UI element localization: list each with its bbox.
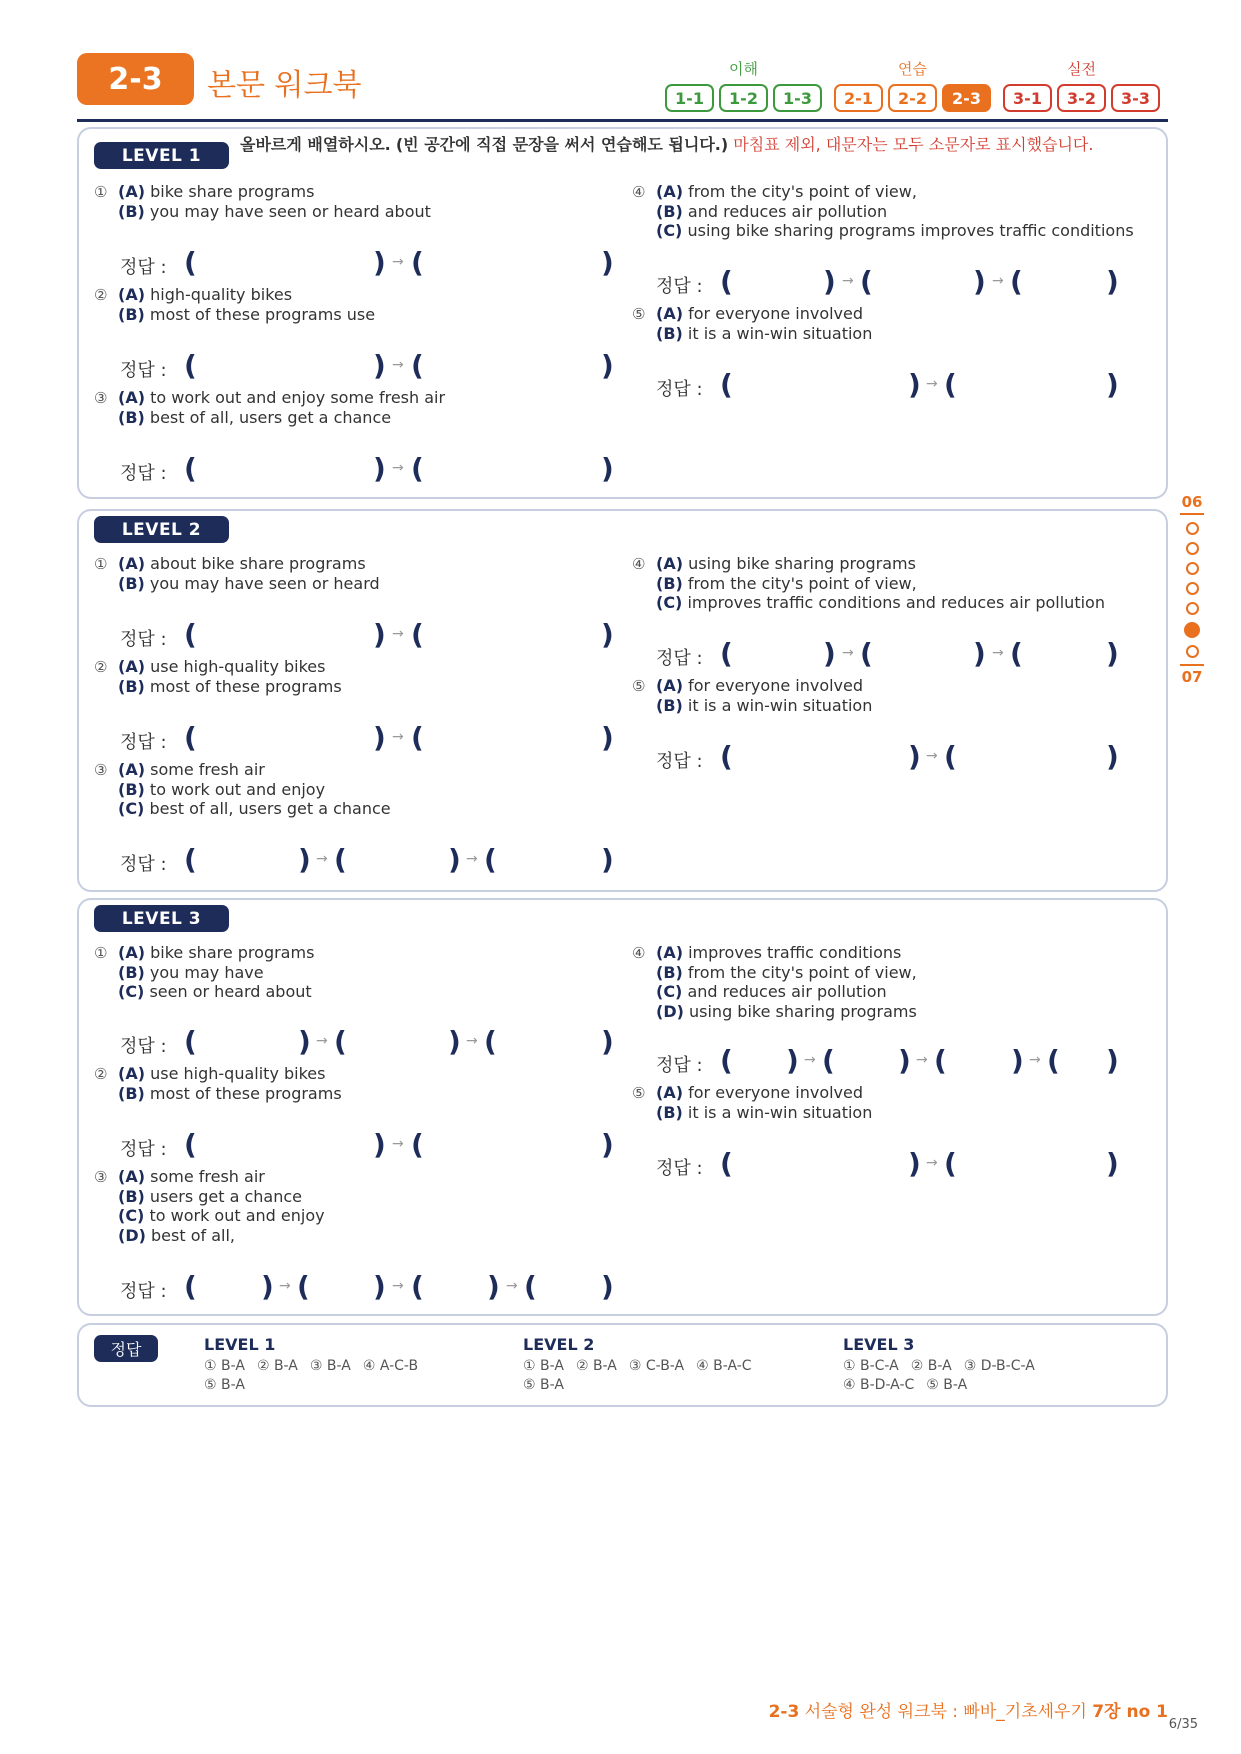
question-number: ①: [94, 944, 108, 962]
answer-key-level-1: LEVEL 1 ① B-A ② B-A ③ B-A ④ A-C-B ⑤ B-A: [204, 1335, 430, 1395]
answer-line[interactable]: 정답 : ( ) → ( ): [656, 368, 1119, 401]
option-a: (A) improves traffic conditions: [656, 943, 902, 962]
question-number: ④: [632, 944, 646, 962]
nav-group-label: 이해: [729, 60, 758, 78]
footer-code: 2-3: [768, 1702, 800, 1722]
option-b: (B) and reduces air pollution: [656, 201, 888, 221]
question-2: [94, 657, 342, 696]
footer-text: 서술형 완성 워크북 : 빠바_기초세우기: [804, 1702, 1087, 1722]
question-5: [632, 1083, 872, 1122]
answer-label: 정답 :: [120, 1281, 167, 1302]
question-number: ②: [94, 286, 108, 304]
instruction-main: 올바르게 배열하시오.: [240, 135, 391, 154]
answer-line[interactable]: 정답 : ( ) → ( ) → ( ): [656, 265, 1119, 298]
answer-label: 정답 :: [120, 1139, 167, 1160]
answer-label: 정답 :: [120, 463, 167, 484]
option-b: (B) you may have seen or heard about: [118, 201, 431, 221]
nav-chip-1-1[interactable]: 1-1: [665, 84, 714, 112]
option-d: (D) using bike sharing programs: [656, 1001, 917, 1021]
option-b: (B) it is a win-win situation: [656, 323, 873, 343]
question-number: ②: [94, 1065, 108, 1083]
question-number: ①: [94, 183, 108, 201]
answer-line[interactable]: 정답 : ( ) → ( ) → ( ): [120, 843, 614, 876]
question-2: [94, 1064, 342, 1103]
instruction: [240, 135, 1155, 155]
nav-chip-1-3[interactable]: 1-3: [773, 84, 822, 112]
level-3-panel: [77, 898, 1168, 1316]
question-4: [632, 554, 1105, 613]
option-a: (A) some fresh air: [118, 760, 265, 779]
question-2: [94, 285, 375, 324]
answer-line[interactable]: 정답 : ( ) → ( ): [120, 618, 614, 651]
answer-line[interactable]: 정답 : ( ) → ( ): [120, 452, 614, 485]
answer-label: 정답 :: [656, 751, 703, 772]
level-1-panel: [77, 127, 1168, 499]
level-badge: LEVEL 1: [94, 142, 229, 169]
instruction-note: (빈 공간에 직접 문장을 써서 연습해도 됩니다.): [395, 135, 729, 154]
question-number: ⑤: [632, 677, 646, 695]
answer-line[interactable]: 정답 : ( ) → ( ): [656, 1147, 1119, 1180]
nav-chip-2-2[interactable]: 2-2: [888, 84, 937, 112]
option-a: (A) bike share programs: [118, 943, 315, 962]
nav-chip-2-1[interactable]: 2-1: [834, 84, 883, 112]
answer-key-level-2: LEVEL 2 ① B-A ② B-A ③ C-B-A ④ B-A-C ⑤ B-A: [523, 1335, 764, 1395]
answer-key-badge: 정답: [94, 1335, 158, 1362]
option-c: (C) to work out and enjoy: [118, 1206, 325, 1225]
option-b: (B) from the city's point of view,: [656, 962, 917, 982]
question-4: [632, 182, 1134, 241]
answer-key-level-3: LEVEL 3 ① B-C-A ② B-A ③ D-B-C-A ④ B-D-A-C ⑤ B-A: [843, 1335, 1047, 1395]
option-b: (B) to work out and enjoy: [118, 779, 326, 799]
nav-group-real: [1003, 58, 1160, 112]
question-1: [94, 182, 431, 221]
option-a: (A) from the city's point of view,: [656, 182, 917, 201]
option-a: (A) about bike share programs: [118, 554, 366, 573]
chapter-dot[interactable]: [1186, 562, 1199, 575]
level-2-panel: [77, 509, 1168, 892]
question-5: [632, 304, 872, 343]
option-a: (A) high-quality bikes: [118, 285, 293, 304]
chapter-dot[interactable]: [1186, 645, 1199, 658]
nav-chip-2-3[interactable]: 2-3: [942, 84, 991, 112]
answer-label: 정답 :: [120, 732, 167, 753]
question-4: [632, 943, 917, 1021]
answer-label: 정답 :: [120, 1036, 167, 1057]
answer-label: 정답 :: [120, 629, 167, 650]
nav-chip-3-1[interactable]: 3-1: [1003, 84, 1052, 112]
option-c: (C) using bike sharing programs improves traffic conditions: [656, 221, 1134, 240]
answer-key-title: LEVEL 2: [523, 1335, 595, 1354]
page-number: 6/35: [1168, 1717, 1198, 1732]
side-nav-top-number: 06: [1181, 493, 1203, 511]
answer-label: 정답 :: [120, 257, 167, 278]
nav-chip-1-2[interactable]: 1-2: [719, 84, 768, 112]
nav-group-label: 실전: [1067, 60, 1096, 78]
level-badge: LEVEL 2: [94, 516, 229, 543]
section-badge: 2-3: [77, 53, 194, 105]
answer-line[interactable]: 정답 : ( ) → ( ) → ( ): [120, 1025, 614, 1058]
question-number: ③: [94, 1168, 108, 1186]
option-a: (A) for everyone involved: [656, 1083, 864, 1102]
question-number: ①: [94, 555, 108, 573]
option-c: (C) seen or heard about: [118, 982, 312, 1001]
answer-label: 정답 :: [120, 360, 167, 381]
footer-chapter: 7장 no 1: [1092, 1702, 1168, 1722]
option-b: (B) users get a chance: [118, 1186, 303, 1206]
question-number: ⑤: [632, 305, 646, 323]
option-a: (A) some fresh air: [118, 1167, 265, 1186]
header-divider: [77, 119, 1168, 122]
chapter-dot[interactable]: [1186, 542, 1199, 555]
nav-chip-3-2[interactable]: 3-2: [1057, 84, 1106, 112]
answer-key-panel: [77, 1323, 1168, 1407]
level-badge: LEVEL 3: [94, 905, 229, 932]
answer-label: 정답 :: [656, 1158, 703, 1179]
chapter-side-nav: [1175, 493, 1209, 686]
question-number: ④: [632, 555, 646, 573]
nav-group-label: 연습: [898, 60, 927, 78]
option-b: (B) most of these programs use: [118, 304, 376, 324]
question-number: ②: [94, 658, 108, 676]
option-a: (A) using bike sharing programs: [656, 554, 916, 573]
option-c: (C) and reduces air pollution: [656, 982, 887, 1001]
nav-group-understand: [665, 58, 822, 112]
question-5: [632, 676, 872, 715]
page-title: 본문 워크북: [207, 68, 362, 103]
option-b: (B) you may have seen or heard: [118, 573, 380, 593]
option-a: (A) to work out and enjoy some fresh air: [118, 388, 446, 407]
answer-label: 정답 :: [656, 379, 703, 400]
option-a: (A) for everyone involved: [656, 304, 864, 323]
answer-line[interactable]: 정답 : ( ) → ( ): [120, 246, 614, 279]
question-number: ③: [94, 761, 108, 779]
answer-label: 정답 :: [656, 276, 703, 297]
chapter-dot[interactable]: [1186, 522, 1199, 535]
answer-line[interactable]: 정답 : ( ) → ( ) → ( ) → ( ): [656, 1044, 1119, 1077]
chapter-dot[interactable]: [1186, 602, 1199, 615]
option-b: (B) from the city's point of view,: [656, 573, 917, 593]
answer-label: 정답 :: [120, 854, 167, 875]
question-1: [94, 943, 314, 1002]
question-number: ⑤: [632, 1084, 646, 1102]
option-c: (C) best of all, users get a chance: [118, 799, 391, 818]
option-b: (B) you may have: [118, 962, 264, 982]
nav-chip-3-3[interactable]: 3-3: [1111, 84, 1160, 112]
question-3: [94, 388, 445, 427]
answer-line[interactable]: 정답 : ( ) → ( ): [120, 721, 614, 754]
answer-line[interactable]: 정답 : ( ) → ( ): [120, 1128, 614, 1161]
footer: [769, 1697, 1168, 1722]
answer-line[interactable]: 정답 : ( ) → ( ): [120, 349, 614, 382]
option-b: (B) it is a win-win situation: [656, 695, 873, 715]
chapter-dot[interactable]: [1186, 582, 1199, 595]
question-number: ③: [94, 389, 108, 407]
option-a: (A) use high-quality bikes: [118, 657, 326, 676]
question-3: [94, 760, 391, 819]
option-b: (B) most of these programs: [118, 676, 342, 696]
option-c: (C) improves traffic conditions and reduces air pollution: [656, 593, 1105, 612]
question-number: ④: [632, 183, 646, 201]
instruction-warning: 마침표 제외, 대문자는 모두 소문자로 표시했습니다.: [733, 135, 1094, 154]
option-b: (B) it is a win-win situation: [656, 1102, 873, 1122]
chapter-dot-current[interactable]: [1184, 622, 1200, 638]
option-d: (D) best of all,: [118, 1225, 235, 1245]
answer-key-title: LEVEL 1: [204, 1335, 276, 1354]
answer-key-title: LEVEL 3: [843, 1335, 915, 1354]
question-1: [94, 554, 380, 593]
nav-group-practice: [834, 58, 991, 112]
answer-line[interactable]: 정답 : ( ) → ( ) → ( ) → ( ): [120, 1270, 614, 1303]
answer-line[interactable]: 정답 : ( ) → ( ): [656, 740, 1119, 773]
answer-label: 정답 :: [656, 648, 703, 669]
option-a: (A) for everyone involved: [656, 676, 864, 695]
answer-label: 정답 :: [656, 1055, 703, 1076]
option-a: (A) bike share programs: [118, 182, 315, 201]
option-a: (A) use high-quality bikes: [118, 1064, 326, 1083]
answer-line[interactable]: 정답 : ( ) → ( ) → ( ): [656, 637, 1119, 670]
side-nav-bottom-number: 07: [1181, 668, 1203, 686]
option-b: (B) most of these programs: [118, 1083, 342, 1103]
option-b: (B) best of all, users get a chance: [118, 407, 392, 427]
question-3: [94, 1167, 325, 1245]
